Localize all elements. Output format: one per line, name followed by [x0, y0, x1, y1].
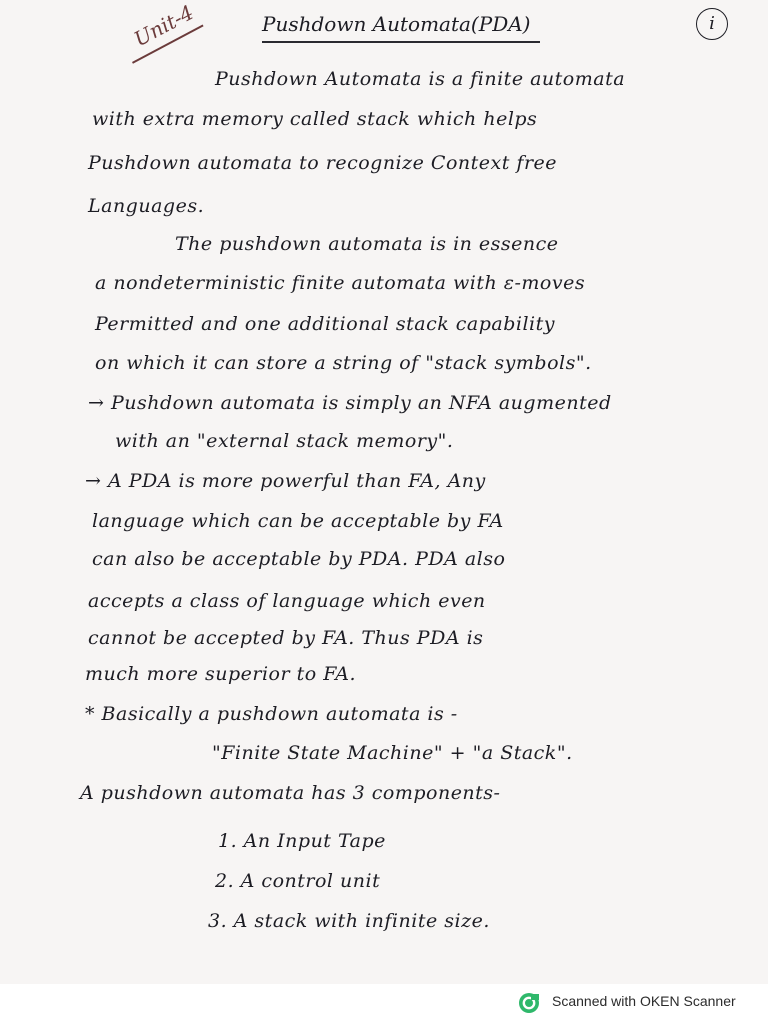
scanner-watermark-text: Scanned with OKEN Scanner	[552, 993, 736, 1009]
body-line: Languages.	[88, 195, 205, 217]
body-line: language which can be acceptable by FA	[92, 510, 504, 532]
body-line: Pushdown Automata is a finite automata	[215, 68, 626, 90]
body-line: "Finite State Machine" + "a Stack".	[212, 742, 573, 764]
title-underline	[262, 41, 540, 43]
body-line: The pushdown automata is in essence	[175, 233, 559, 255]
body-line: → A PDA is more powerful than FA, Any	[85, 470, 486, 492]
body-line: Permitted and one additional stack capability	[95, 313, 555, 335]
body-line: → Pushdown automata is simply an NFA augmented	[88, 392, 612, 414]
body-line: cannot be accepted by FA. Thus PDA is	[88, 627, 484, 649]
body-line: accepts a class of language which even	[88, 590, 486, 612]
body-line: A pushdown automata has 3 components-	[80, 782, 501, 804]
body-line: with extra memory called stack which helps	[92, 108, 538, 130]
body-line: * Basically a pushdown automata is -	[85, 703, 458, 725]
body-line: Pushdown automata to recognize Context free	[88, 152, 558, 174]
body-line: with an "external stack memory".	[115, 430, 454, 452]
body-line: can also be acceptable by PDA. PDA also	[92, 548, 506, 570]
page-title: Pushdown Automata(PDA)	[262, 12, 531, 36]
oken-scanner-logo-icon	[518, 992, 540, 1014]
body-line: much more superior to FA.	[85, 663, 357, 685]
page-number: i	[696, 8, 728, 40]
body-line: on which it can store a string of "stack symbols".	[95, 352, 592, 374]
body-line: 2. A control unit	[215, 870, 381, 892]
body-line: 3. A stack with infinite size.	[208, 910, 490, 932]
body-line: 1. An Input Tape	[218, 830, 386, 852]
body-line: a nondeterministic finite automata with ε-moves	[95, 272, 586, 294]
unit-label: Unit-4	[130, 0, 198, 52]
